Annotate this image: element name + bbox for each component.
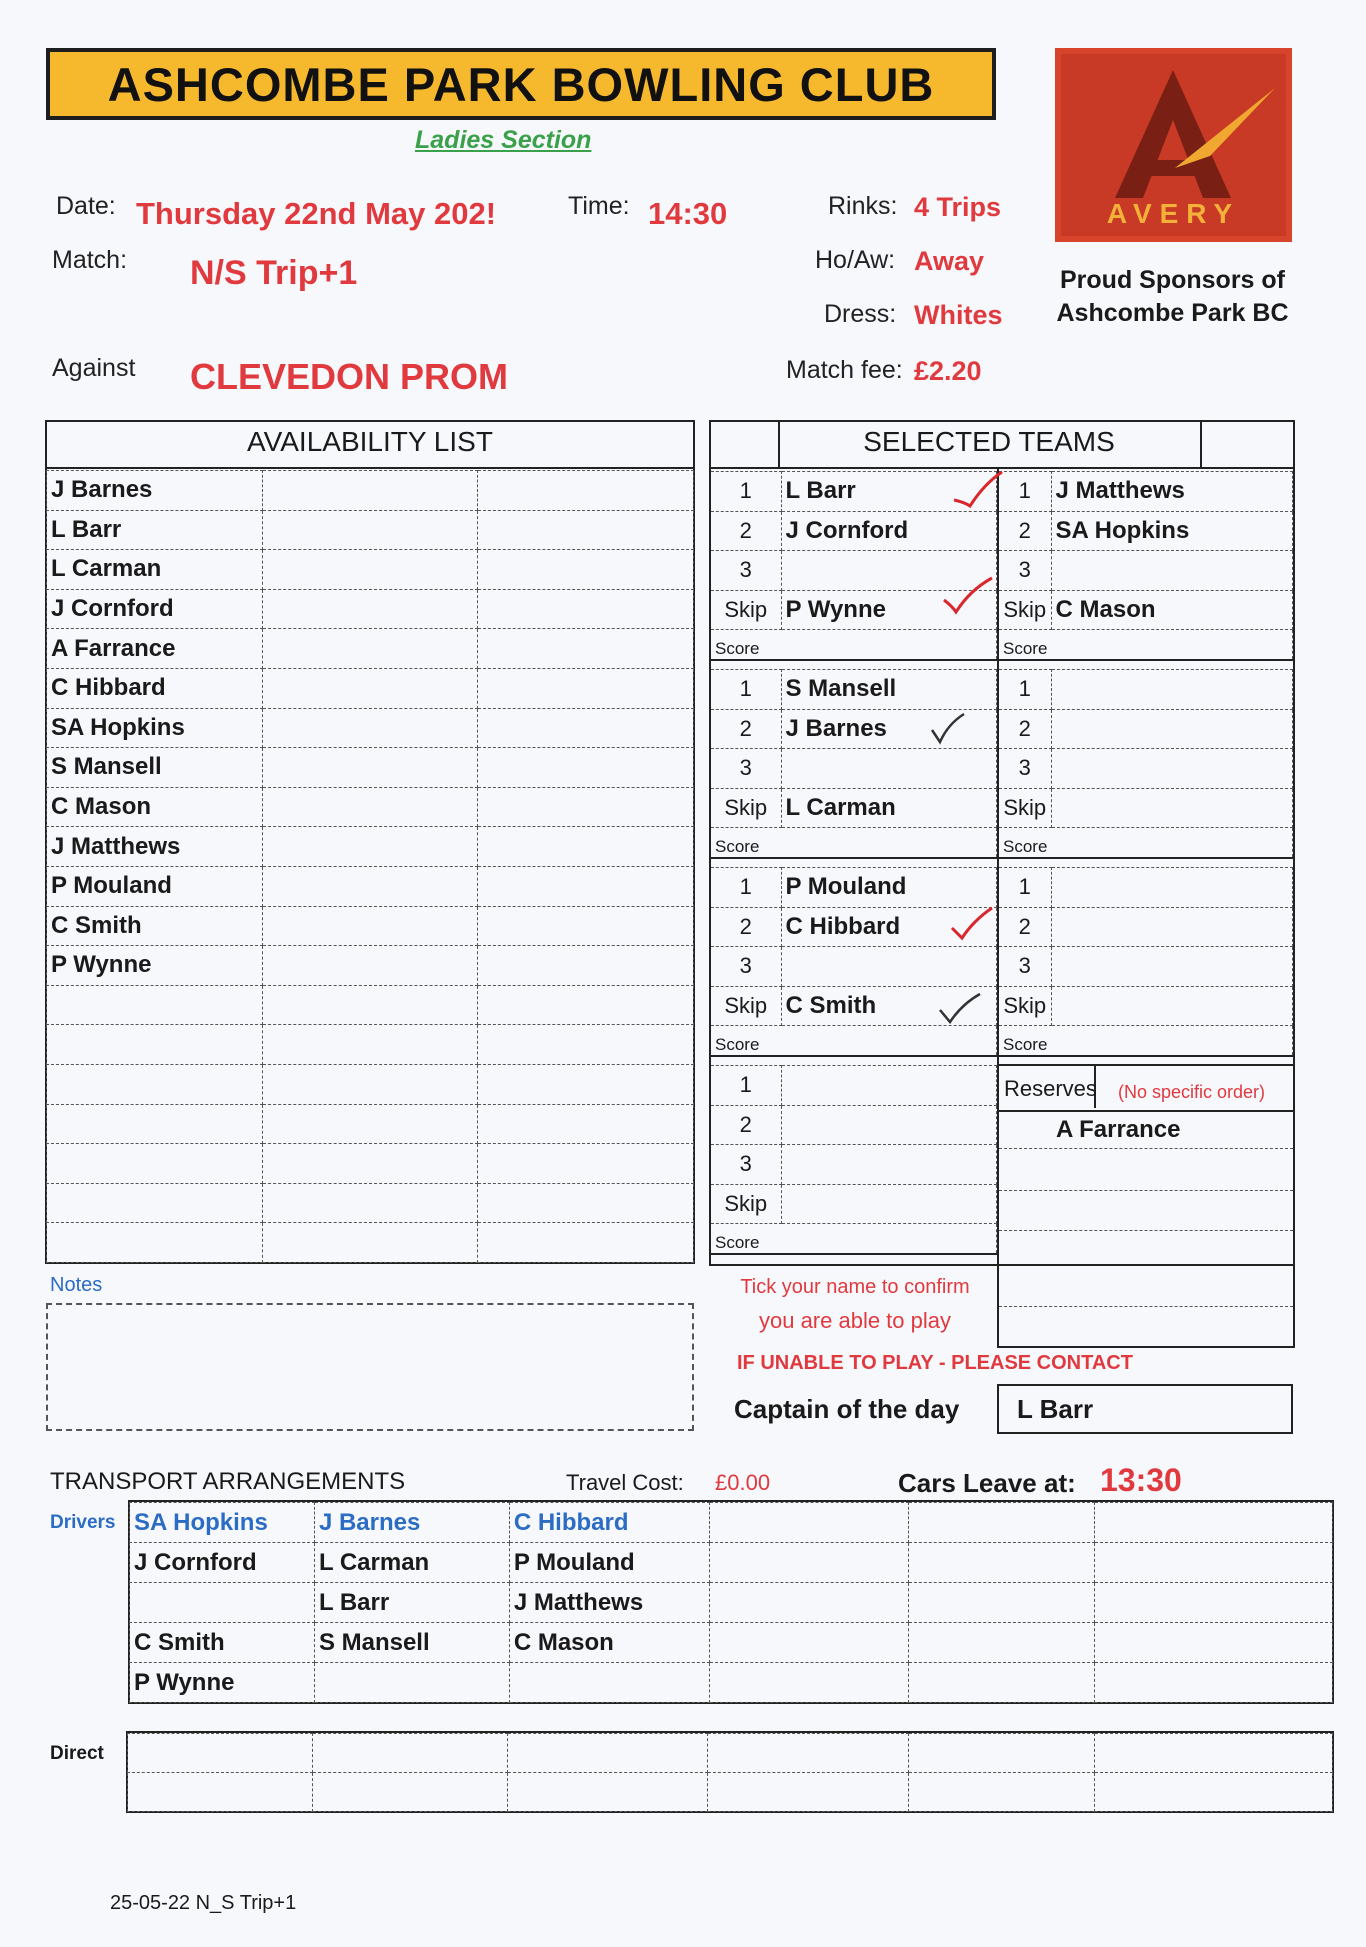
availability-cell[interactable]: [478, 668, 694, 708]
score-label: Score: [999, 828, 1293, 858]
passenger-cell[interactable]: P Mouland: [509, 1543, 709, 1583]
availability-cell[interactable]: [478, 1144, 694, 1184]
position-label: 1: [711, 1066, 781, 1106]
passenger-cell[interactable]: [909, 1623, 1095, 1663]
travel-cost-value: £0.00: [715, 1470, 771, 1495]
match-fee-label: Match fee:: [786, 356, 903, 384]
availability-cell[interactable]: [262, 787, 478, 827]
availability-name: J Matthews: [47, 827, 263, 867]
passenger-row: [130, 1663, 1333, 1703]
position-label: 1: [711, 670, 781, 710]
availability-cell[interactable]: [478, 629, 694, 669]
rink-4-left: [711, 1065, 997, 1255]
passenger-cell[interactable]: [314, 1663, 509, 1703]
passenger-cell[interactable]: J Matthews: [509, 1583, 709, 1623]
direct-cell[interactable]: [313, 1734, 508, 1773]
direct-cell[interactable]: [508, 1734, 708, 1773]
notes-box[interactable]: [46, 1303, 694, 1431]
reserve-name: A Farrance: [1056, 1116, 1181, 1143]
position-label: 2: [711, 709, 781, 749]
rink-3-left: [711, 867, 997, 1057]
time-label: Time:: [568, 192, 630, 220]
tick-mark-red: [940, 576, 996, 616]
direct-cell[interactable]: [708, 1773, 908, 1812]
player-name[interactable]: [1051, 788, 1293, 828]
availability-cell[interactable]: [478, 1064, 694, 1104]
availability-row: [47, 471, 694, 511]
captain-label: Captain of the day: [734, 1394, 960, 1424]
score-label: Score: [999, 1026, 1293, 1056]
availability-cell[interactable]: [262, 1183, 478, 1223]
reserves-label: Reserves: [1004, 1076, 1097, 1101]
passenger-cell[interactable]: [709, 1543, 909, 1583]
date-label: Date:: [56, 192, 116, 220]
availability-cell[interactable]: [262, 946, 478, 986]
player-name[interactable]: [781, 1066, 997, 1106]
player-name[interactable]: P Wynne: [781, 590, 997, 630]
availability-name: A Farrance: [47, 629, 263, 669]
position-label: 1: [999, 472, 1051, 512]
player-name[interactable]: C Mason: [1051, 590, 1293, 630]
position-label: Skip: [711, 590, 781, 630]
availability-cell[interactable]: [478, 589, 694, 629]
dress-value: Whites: [914, 300, 1003, 330]
availability-name: [47, 1104, 263, 1144]
direct-cell[interactable]: [128, 1734, 313, 1773]
against-label: Against: [52, 354, 136, 382]
player-name[interactable]: [781, 1145, 997, 1185]
availability-name: [47, 1144, 263, 1184]
passenger-cell[interactable]: [709, 1623, 909, 1663]
availability-cell[interactable]: [262, 1144, 478, 1184]
availability-name: C Smith: [47, 906, 263, 946]
passenger-cell[interactable]: [709, 1583, 909, 1623]
availability-name: [47, 1223, 263, 1263]
passenger-row: [130, 1583, 1333, 1623]
position-label: 1: [999, 868, 1051, 908]
availability-cell[interactable]: [478, 1104, 694, 1144]
player-name[interactable]: S Mansell: [781, 670, 997, 710]
availability-cell[interactable]: [262, 906, 478, 946]
availability-cell[interactable]: [262, 827, 478, 867]
availability-cell[interactable]: [262, 668, 478, 708]
availability-cell[interactable]: [478, 748, 694, 788]
availability-row: [47, 550, 694, 590]
player-name[interactable]: SA Hopkins: [1051, 511, 1293, 551]
passenger-row: [130, 1623, 1333, 1663]
position-label: 2: [999, 907, 1051, 947]
footer-reference: 25-05-22 N_S Trip+1: [110, 1892, 297, 1914]
direct-cell[interactable]: [1094, 1773, 1332, 1812]
availability-cell[interactable]: [262, 985, 478, 1025]
availability-row: [47, 589, 694, 629]
player-name[interactable]: [1051, 709, 1293, 749]
position-label: 3: [999, 551, 1051, 591]
availability-cell[interactable]: [478, 471, 694, 511]
unable-to-play-notice: IF UNABLE TO PLAY - PLEASE CONTACT: [737, 1352, 1133, 1374]
availability-cell[interactable]: [262, 1025, 478, 1065]
position-label: Skip: [999, 590, 1051, 630]
position-label: Skip: [711, 788, 781, 828]
passenger-cell[interactable]: [1095, 1583, 1333, 1623]
availability-row: [47, 748, 694, 788]
availability-name: S Mansell: [47, 748, 263, 788]
rink-3-right: [999, 867, 1293, 1057]
player-name[interactable]: C Hibbard: [781, 907, 997, 947]
driver-cell[interactable]: [1095, 1503, 1333, 1543]
direct-label: Direct: [50, 1743, 104, 1764]
player-name[interactable]: J Barnes: [781, 709, 997, 749]
availability-table: [46, 470, 694, 1263]
position-label: 3: [999, 749, 1051, 789]
availability-name: SA Hopkins: [47, 708, 263, 748]
transport-table: [129, 1502, 1333, 1703]
availability-row: [47, 906, 694, 946]
availability-row: [47, 668, 694, 708]
position-label: Skip: [711, 986, 781, 1026]
passenger-cell[interactable]: L Carman: [314, 1543, 509, 1583]
player-name[interactable]: [781, 749, 997, 789]
availability-cell[interactable]: [262, 748, 478, 788]
player-name[interactable]: [1051, 749, 1293, 789]
position-label: 1: [711, 868, 781, 908]
availability-cell[interactable]: [478, 708, 694, 748]
availability-cell[interactable]: [262, 1104, 478, 1144]
selected-teams-title: SELECTED TEAMS: [863, 426, 1115, 457]
section-subtitle: Ladies Section: [415, 126, 592, 154]
availability-cell[interactable]: [262, 589, 478, 629]
driver-cell[interactable]: SA Hopkins: [130, 1503, 315, 1543]
position-label: 2: [711, 907, 781, 947]
notes-label: Notes: [50, 1274, 103, 1296]
direct-cell[interactable]: [708, 1734, 908, 1773]
position-label: 3: [711, 947, 781, 987]
rinks-value: 4 Trips: [914, 192, 1002, 222]
passenger-cell[interactable]: [909, 1583, 1095, 1623]
driver-cell[interactable]: J Barnes: [314, 1503, 509, 1543]
passenger-row: [130, 1543, 1333, 1583]
direct-cell[interactable]: [908, 1773, 1094, 1812]
player-name[interactable]: J Matthews: [1051, 472, 1293, 512]
availability-cell[interactable]: [478, 866, 694, 906]
hoaw-label: Ho/Aw:: [815, 246, 896, 274]
player-name[interactable]: [1051, 907, 1293, 947]
tick-instruction-1: Tick your name to confirm: [740, 1276, 970, 1298]
tick-mark-black: [936, 990, 984, 1026]
driver-row: [130, 1503, 1333, 1543]
availability-row: [47, 1064, 694, 1104]
travel-cost-label: Travel Cost:: [566, 1470, 684, 1495]
availability-row: [47, 827, 694, 867]
availability-name: J Cornford: [47, 589, 263, 629]
rinks-label: Rinks:: [828, 192, 898, 220]
availability-name: L Barr: [47, 510, 263, 550]
tick-mark-red: [948, 906, 996, 942]
direct-cell[interactable]: [508, 1773, 708, 1812]
position-label: Skip: [999, 986, 1051, 1026]
player-name[interactable]: [1051, 947, 1293, 987]
availability-cell[interactable]: [262, 510, 478, 550]
availability-cell[interactable]: [262, 708, 478, 748]
availability-title: AVAILABILITY LIST: [247, 426, 493, 457]
rink-1-right: [999, 471, 1293, 661]
availability-row: [47, 1025, 694, 1065]
captain-value: L Barr: [997, 1384, 1293, 1434]
availability-name: [47, 1025, 263, 1065]
rink-2-left: [711, 669, 997, 859]
passenger-cell[interactable]: [909, 1543, 1095, 1583]
cars-leave-value: 13:30: [1100, 1462, 1182, 1498]
match-label: Match:: [52, 246, 128, 274]
availability-cell[interactable]: [478, 550, 694, 590]
availability-cell[interactable]: [262, 866, 478, 906]
player-name[interactable]: [781, 1184, 997, 1224]
passenger-cell[interactable]: C Mason: [509, 1623, 709, 1663]
direct-cell[interactable]: [1094, 1734, 1332, 1773]
rink-2-right: [999, 669, 1293, 859]
availability-row: [47, 1144, 694, 1184]
time-value: 14:30: [648, 196, 728, 231]
score-label: Score: [711, 630, 997, 660]
availability-name: [47, 985, 263, 1025]
avery-logo: [1055, 48, 1292, 242]
availability-cell[interactable]: [478, 827, 694, 867]
availability-row: [47, 787, 694, 827]
against-value: CLEVEDON PROM: [190, 356, 509, 397]
score-label: Score: [999, 630, 1293, 660]
availability-name: P Mouland: [47, 866, 263, 906]
passenger-cell[interactable]: L Barr: [314, 1583, 509, 1623]
availability-cell[interactable]: [478, 1025, 694, 1065]
date-value: Thursday 22nd May 202!: [136, 196, 497, 231]
passenger-cell[interactable]: [909, 1663, 1095, 1703]
score-label: Score: [711, 828, 997, 858]
logo-text: AVERY: [1106, 198, 1241, 229]
player-name[interactable]: [1051, 551, 1293, 591]
match-fee-value: £2.20: [914, 356, 982, 386]
passenger-cell[interactable]: C Smith: [130, 1623, 315, 1663]
position-label: 3: [711, 551, 781, 591]
drivers-label: Drivers: [50, 1512, 116, 1533]
availability-cell[interactable]: [262, 1064, 478, 1104]
availability-row: [47, 1104, 694, 1144]
player-name[interactable]: [1051, 986, 1293, 1026]
availability-row: [47, 985, 694, 1025]
passenger-cell[interactable]: [130, 1583, 315, 1623]
cars-leave-label: Cars Leave at:: [898, 1468, 1076, 1498]
position-label: 3: [999, 947, 1051, 987]
availability-name: C Mason: [47, 787, 263, 827]
availability-cell[interactable]: [478, 985, 694, 1025]
availability-cell[interactable]: [262, 471, 478, 511]
availability-name: [47, 1064, 263, 1104]
reserves-note: (No specific order): [1118, 1082, 1266, 1102]
player-name[interactable]: [1051, 868, 1293, 908]
availability-row: [47, 629, 694, 669]
player-name[interactable]: [781, 947, 997, 987]
availability-cell[interactable]: [262, 550, 478, 590]
availability-name: [47, 1183, 263, 1223]
passenger-cell[interactable]: [1095, 1623, 1333, 1663]
availability-row: [47, 946, 694, 986]
position-label: 2: [999, 709, 1051, 749]
position-label: 3: [711, 749, 781, 789]
player-name[interactable]: L Barr: [781, 472, 997, 512]
passenger-cell[interactable]: P Wynne: [130, 1663, 315, 1703]
direct-cell[interactable]: [908, 1734, 1094, 1773]
availability-name: P Wynne: [47, 946, 263, 986]
score-label: Score: [711, 1224, 997, 1254]
availability-cell[interactable]: [262, 629, 478, 669]
availability-row: [47, 1183, 694, 1223]
position-label: 3: [711, 1145, 781, 1185]
position-label: 2: [999, 511, 1051, 551]
position-label: Skip: [711, 1184, 781, 1224]
availability-name: C Hibbard: [47, 668, 263, 708]
tick-mark-red: [950, 470, 1006, 510]
hoaw-value: Away: [914, 246, 985, 276]
direct-table: [127, 1733, 1333, 1812]
availability-row: [47, 708, 694, 748]
tick-mark-black: [928, 712, 968, 746]
passenger-cell[interactable]: J Cornford: [130, 1543, 315, 1583]
availability-cell[interactable]: [478, 1183, 694, 1223]
availability-row: [47, 866, 694, 906]
position-label: 2: [711, 511, 781, 551]
availability-row: [47, 1223, 694, 1263]
availability-name: L Carman: [47, 550, 263, 590]
availability-cell[interactable]: [478, 946, 694, 986]
direct-cell[interactable]: [128, 1773, 313, 1812]
dress-label: Dress:: [824, 300, 897, 328]
transport-title: TRANSPORT ARRANGEMENTS: [50, 1468, 406, 1495]
passenger-cell[interactable]: S Mansell: [314, 1623, 509, 1663]
driver-cell[interactable]: [709, 1503, 909, 1543]
passenger-cell[interactable]: [509, 1663, 709, 1703]
tick-instruction-2: you are able to play: [758, 1308, 952, 1333]
availability-row: [47, 510, 694, 550]
availability-cell[interactable]: [478, 906, 694, 946]
player-name[interactable]: [781, 1105, 997, 1145]
driver-cell[interactable]: C Hibbard: [509, 1503, 709, 1543]
driver-cell[interactable]: [909, 1503, 1095, 1543]
player-name[interactable]: L Carman: [781, 788, 997, 828]
direct-cell[interactable]: [313, 1773, 508, 1812]
position-label: 2: [711, 1105, 781, 1145]
availability-cell[interactable]: [478, 1223, 694, 1263]
availability-cell[interactable]: [478, 510, 694, 550]
match-value: N/S Trip+1: [190, 254, 358, 292]
passenger-cell[interactable]: [1095, 1543, 1333, 1583]
club-title-banner: ASHCOMBE PARK BOWLING CLUB: [46, 48, 996, 120]
player-name[interactable]: [1051, 670, 1293, 710]
passenger-cell[interactable]: [709, 1663, 909, 1703]
availability-name: J Barnes: [47, 471, 263, 511]
position-label: Skip: [999, 788, 1051, 828]
position-label: 1: [999, 670, 1051, 710]
player-name[interactable]: P Mouland: [781, 868, 997, 908]
passenger-cell[interactable]: [1095, 1663, 1333, 1703]
player-name[interactable]: C Smith: [781, 986, 997, 1026]
sponsor-text: Proud Sponsors of Ashcombe Park BC: [1056, 266, 1289, 327]
score-label: Score: [711, 1026, 997, 1056]
availability-cell[interactable]: [478, 787, 694, 827]
player-name[interactable]: J Cornford: [781, 511, 997, 551]
availability-cell[interactable]: [262, 1223, 478, 1263]
position-label: 1: [711, 472, 781, 512]
